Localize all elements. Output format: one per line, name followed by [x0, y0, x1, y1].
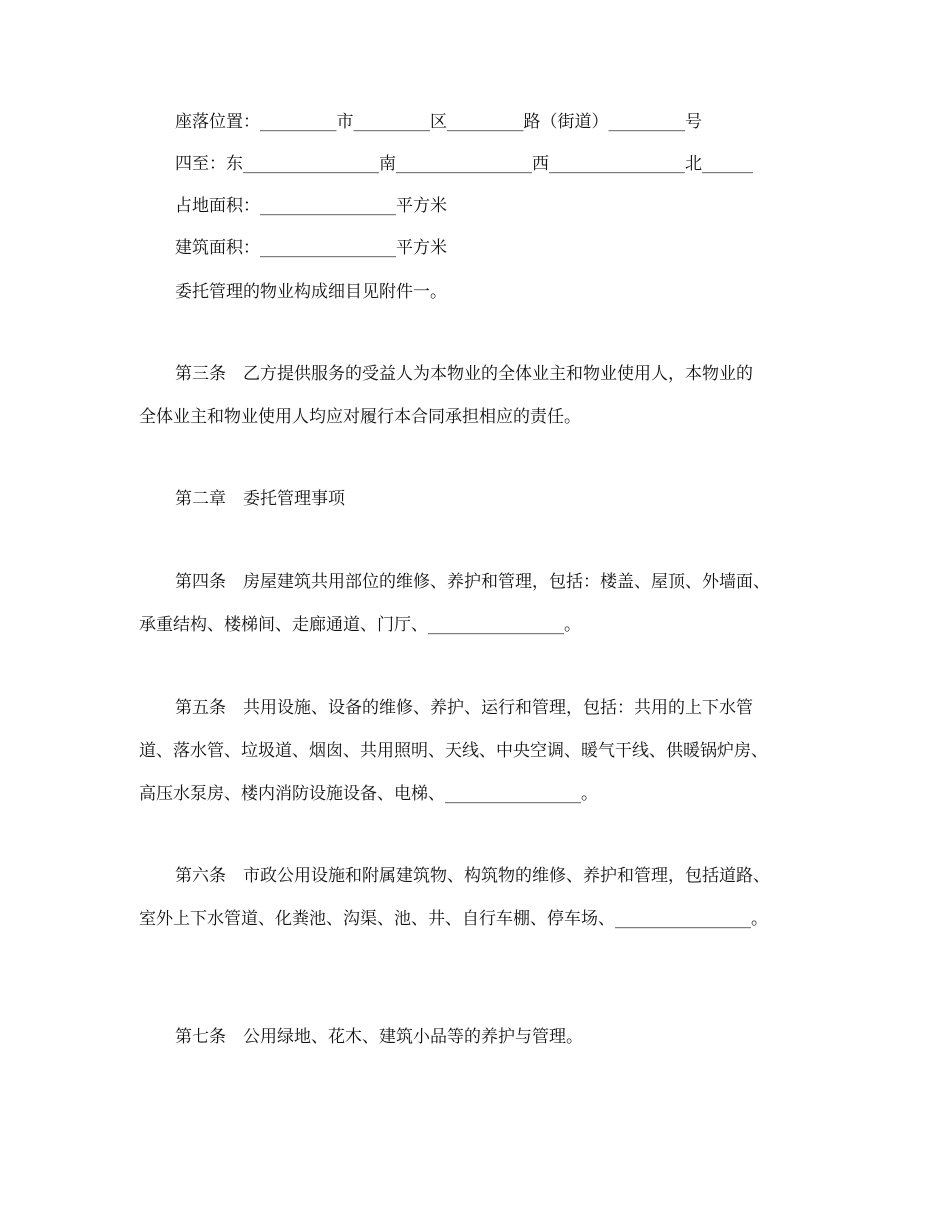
article-3-line-1: [175, 362, 855, 386]
article-4-line-1: [175, 570, 855, 594]
article-6-label: 第六条: [175, 866, 226, 886]
four-bounds-line: 四至：东________________南________________西________________北______: [175, 154, 753, 174]
article-3-label: 第三条: [175, 364, 226, 384]
article-5-label: 第五条: [175, 698, 226, 718]
article-4-label: 第四条: [175, 572, 226, 592]
article-4-text-1: 房屋建筑共用部位的维修、养护和管理，包括：楼盖、屋顶、外墙面、: [243, 572, 770, 592]
article-7-line-1: [175, 1025, 855, 1049]
chapter-2-heading: [175, 487, 855, 511]
chapter-2-title: 委托管理事项: [243, 489, 345, 509]
article-5-line-1: [175, 696, 855, 720]
article-6-line-2: 室外上下水管道、化粪池、沟渠、池、井、自行车棚、停车场、________________。: [139, 909, 768, 929]
article-7-text-1: 公用绿地、花木、建筑小品等的养护与管理。: [243, 1027, 583, 1047]
building-area-line: 建筑面积：________________平方米: [175, 238, 447, 258]
article-3-text-1: 乙方提供服务的受益人为本物业的全体业主和物业使用人，本物业的: [243, 364, 753, 384]
article-4-line-2: 承重结构、楼梯间、走廊通道、门厅、________________。: [139, 615, 581, 635]
article-6-line-1: [175, 864, 855, 888]
land-area-line: 占地面积：________________平方米: [175, 196, 447, 216]
article-3-line-2: 全体业主和物业使用人均应对履行本合同承担相应的责任。: [139, 407, 581, 427]
article-6-text-1: 市政公用设施和附属建筑物、构筑物的维修、养护和管理，包括道路、: [243, 866, 770, 886]
location-line: 座落位置：_________市_________区_________路（街道）_________号: [175, 112, 702, 132]
chapter-2-label: 第二章: [175, 489, 226, 509]
article-5-line-2: 道、落水管、垃圾道、烟囱、共用照明、天线、中央空调、暖气干线、供暖锅炉房、: [139, 741, 768, 761]
article-5-text-1: 共用设施、设备的维修、养护、运行和管理，包括：共用的上下水管: [243, 698, 753, 718]
article-5-line-3: 高压水泵房、楼内消防设施设备、电梯、________________。: [139, 784, 598, 804]
annex-note: 委托管理的物业构成细目见附件一。: [175, 282, 447, 302]
article-7-label: 第七条: [175, 1027, 226, 1047]
